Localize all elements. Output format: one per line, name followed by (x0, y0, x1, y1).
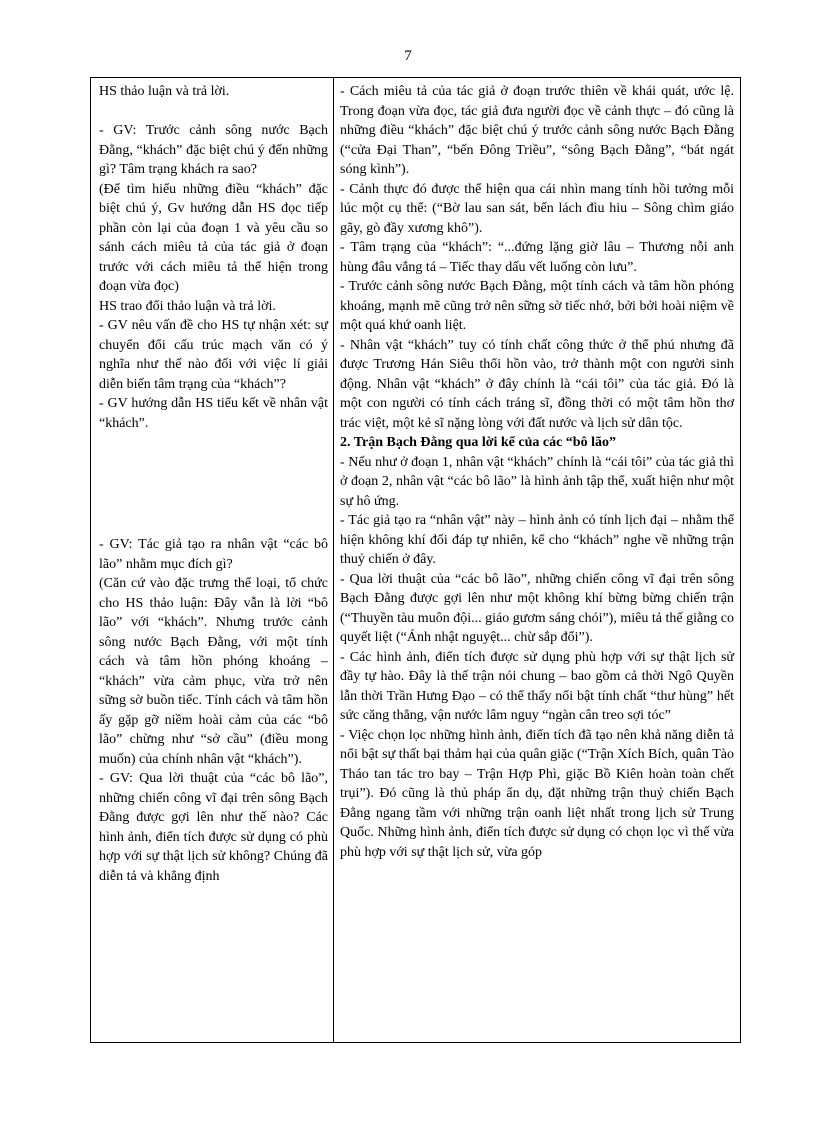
right-text: - Qua lời thuật của “các bô lão”, những chiến công vĩ đại trên sông Bạch Đằng được gợi lên như một không khí bừng bừng chiến trận (“Thuyền tàu muôn đội... giáo gươm sáng chói”), miêu tả thế giằng co quyết liệt (“Ánh nhật nguyệt... chừ sắp đổi”). (340, 571, 734, 645)
left-text: HS trao đổi thảo luận và trả lời. (99, 298, 276, 314)
left-text: - GV nêu vấn đề cho HS tự nhận xét: sự chuyển đổi cấu trúc mạch văn có ý nghĩa như thế nào đối với việc lí giải diễn biến tâm trạng của “khách”? (99, 318, 328, 392)
left-text: - GV: Qua lời thuật của “các bô lão”, những chiến công vĩ đại trên sông Bạch Đằng được gợi lên như thế nào? Các hình ảnh, điển tích được sử dụng có phù hợp với sự thật lịch sử không? Chúng đã diễn tả và khẳng định (99, 771, 328, 884)
right-text: - Cảnh thực đó được thể hiện qua cái nhìn mang tính hồi tưởng mỗi lúc một cụ thể: (“Bờ lau san sát, bến lách đìu hiu – Sông chìm giáo gãy, gò đầy xương khô”). (340, 181, 734, 236)
right-text: - Nếu như ở đoạn 1, nhân vật “khách” chính là “cái tôi” của tác giả thì ở đoạn 2, nhân vật “các bô lão” là hình ảnh tập thể, xuất hiện như một sự hô ứng. (340, 454, 734, 509)
right-text: - Nhân vật “khách” tuy có tính chất công thức ở thể phú nhưng đã được Trương Hán Siêu thổi hồn vào, trở thành một con người sinh động. Nhân vật “khách” ở đây chính là “cái tôi” của tác giả. Đó là một con người có tính cách tráng sĩ, đồng thời có một tâm hồn thơ trác việt, một kẻ sĩ nặng lòng với đất nước và lịch sử dân tộc. (340, 337, 734, 431)
right-text: - Tâm trạng của “khách”: “...đứng lặng giờ lâu – Thương nỗi anh hùng đâu vắng tá – Tiếc thay dấu vết luống còn lưu”. (340, 240, 734, 275)
left-text: - GV: Tác giả tạo ra nhân vật “các bô lão” nhằm mục đích gì? (99, 537, 328, 572)
left-text: - GV hướng dẫn HS tiểu kết về nhân vật “khách”. (99, 396, 328, 431)
lesson-table (90, 77, 741, 1043)
content-column (334, 78, 740, 1042)
right-text: - Việc chọn lọc những hình ảnh, điển tích đã tạo nên khả năng diễn tả nổi bật sự thất bại thảm hại của quân giặc (“Trận Xích Bích, quân Tào Tháo tan tác tro bay – Trận Hợp Phì, giặc Bồ Kiên hoàn toàn chết trụi”). Đó cũng là thủ pháp ẩn dụ, đặt những trận thuỷ chiến Bạch Đằng ngang tầm với những trận oanh liệt nhất trong lịch sử Trung Quốc. Những hình ảnh, điển tích được sử dụng có chọn lọc vì thế vừa phù hợp với sự thật lịch sử, vừa góp (340, 727, 734, 860)
left-text: - GV: Trước cảnh sông nước Bạch Đằng, “khách” đặc biệt chú ý đến những gì? Tâm trạng khách ra sao? (99, 123, 328, 177)
teacher-activity-column (91, 78, 334, 1042)
right-text: - Tác giả tạo ra “nhân vật” này – hình ảnh có tính lịch đại – nhằm thể hiện không khí đối đáp tự nhiên, kể cho “khách” nghe về những trận thuỷ chiến ở đây. (340, 513, 734, 567)
right-text: - Trước cảnh sông nước Bạch Đằng, một tính cách và tâm hồn phóng khoáng, mạnh mẽ cũng trở nên sững sờ tiếc nhớ, bởi bởi hoài niệm về một quá khứ oanh liệt. (340, 279, 734, 333)
right-text: - Các hình ảnh, điển tích được sử dụng phù hợp với sự thật lịch sử đầy tự hào. Đây là thế trận nói chung – bao gồm cả thời Ngô Quyền lẫn thời Trần Hưng Đạo – có thể thấy nổi bật tính chất “thư hùng” hết sức căng thẳng, vận nước lâm nguy “ngàn cân treo sợi tóc” (340, 649, 734, 723)
page-number: 7 (404, 48, 412, 64)
left-text: HS thảo luận và trả lời. (99, 84, 230, 99)
left-text: (Để tìm hiểu những điều “khách” đặc biệt chú ý, Gv hướng dẫn HS đọc tiếp phần còn lại của đoạn 1 và yêu cầu so sánh cách miêu tả của tác giả ở đoạn trước với cách miêu tả thể hiện trong đoạn vừa đọc) (99, 181, 328, 294)
right-text: - Cách miêu tả của tác giả ở đoạn trước thiên về khái quát, ước lệ. Trong đoạn vừa đọc, tác giả đưa người đọc về cảnh thực – đó cũng là những điều “khách” đặc biệt chú ý trước cảnh sông nước Bạch Đằng (“cửa Đại Than”, “bến Đông Triều”, “sông Bạch Đằng”, “bát ngát sóng kình”). (340, 84, 734, 177)
left-text: (Căn cứ vào đặc trưng thể loại, tổ chức cho HS thảo luận: Đây vẫn là lời “bô lão” với “khách”. Nhưng trước cảnh sông nước Bạch Đằng, với một tính cách và tâm hồn phóng khoáng – “khách” vừa cảm phục, vừa trở nên sững sờ buồn tiếc. Tính cách và tâm hồn ấy gặp gỡ niềm hoài cảm của các “bô lão” chừng như “sở cầu” (điều mong muốn) của chính nhân vật “khách”). (99, 576, 328, 767)
section-heading: 2. Trận Bạch Đằng qua lời kể của các “bô lão” (340, 435, 616, 450)
